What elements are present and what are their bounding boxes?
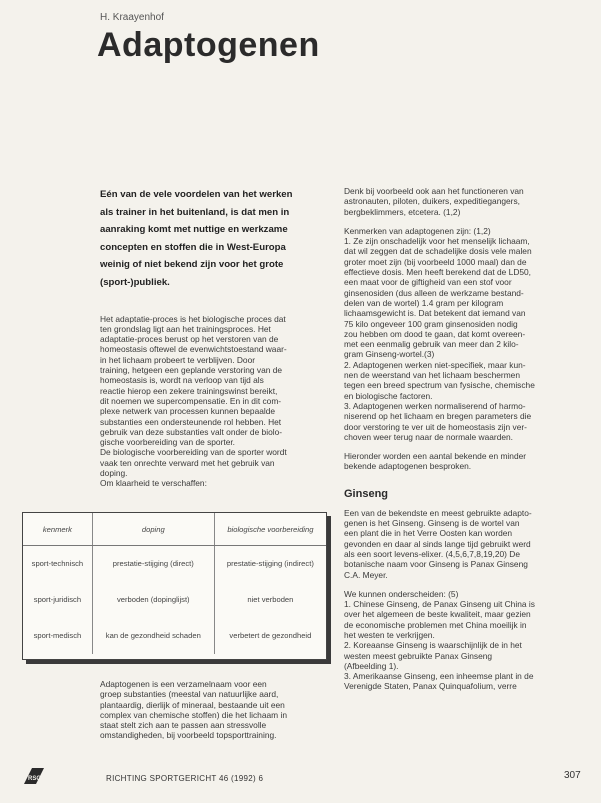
body-line: plexe netwerk van processen kunnen bepaalde — [100, 406, 276, 417]
body-line: een maat voor de giftigheid van een stof voor — [344, 277, 512, 288]
body-line: lichaamsgewicht is. Dat betekent dat iemand van — [344, 308, 526, 319]
body-line: als een soort levens-elixer. (4,5,6,7,8,19,20) De — [344, 548, 520, 559]
ginseng-types-list — [344, 589, 576, 692]
body-line: 75 kilo ongeveer 100 gram ginsenosiden nodig — [344, 318, 518, 329]
body-line: choven weer terug naar de normale waarden. — [344, 431, 513, 442]
article-title: Adaptogenen — [97, 26, 320, 64]
hieronder-paragraph — [344, 451, 576, 472]
lead-line: weinig of niet bekend zijn voor het grote — [100, 259, 284, 271]
body-line: Denk bij voorbeeld ook aan het functioneren van — [344, 186, 524, 196]
body-line: met een eenmalig gebruik van meer dan 2 kilo- — [344, 339, 519, 350]
table-row — [23, 618, 326, 654]
body-line: nen de weerstand van het lichaam beschermen — [344, 370, 520, 381]
table-cell: sport-technisch — [31, 559, 84, 568]
table-cell: niet verboden — [214, 582, 326, 618]
body-line: groep substanties (meestal van natuurlijke aard, — [100, 689, 279, 700]
body-line: ten grondslag ligt aan het trainingsproces. Het — [100, 323, 271, 334]
kenmerken-list — [344, 226, 576, 442]
body-line: Hieronder worden een aantal bekende en minder — [344, 451, 527, 462]
author-name: H. Kraayenhof — [100, 12, 164, 23]
body-line: homeostasis is, wordt na verloop van tijd als — [100, 375, 264, 386]
body-line: delen van de wortel) 1.4 gram per kilogram — [344, 297, 504, 308]
table-cell: kan de gezondheid schaden — [92, 618, 214, 654]
body-line: We kunnen onderscheiden: (5) — [344, 588, 459, 599]
body-line: dit noemen we supercompensatie. En in dit com- — [100, 395, 282, 406]
body-line: zou hebben om dood te gaan, dat komt overeen- — [344, 328, 526, 339]
body-line: ginsenosiden (dus alleen de werkzame bestand- — [344, 287, 524, 298]
logo-text: RSG — [28, 776, 42, 782]
body-line: (Afbeelding 1). — [344, 660, 399, 671]
section-heading-ginseng: Ginseng — [344, 487, 389, 500]
body-line: plantaardig, dierlijk of mineraal, bestaande uit een — [100, 699, 285, 710]
body-line: complex van chemische stoffen) die het lichaam in — [100, 709, 287, 720]
body-line: gevonden en daar al sinds lange tijd gebruikt werd — [344, 538, 531, 549]
body-line: Verenigde Staten, Panax Quinquafolium, verre — [344, 681, 517, 692]
body-line: en biologische factoren. — [344, 390, 433, 401]
body-line: over het algemeen de beste kwaliteit, maar gezien — [344, 609, 531, 620]
table-cell: verbetert de gezondheid — [214, 618, 326, 654]
body-line: adaptatie-proces berust op het verstoren van de — [100, 334, 279, 345]
body-line: genen is het Ginseng. Ginseng is de wortel van — [344, 518, 520, 529]
ginseng-paragraph — [344, 508, 576, 580]
table-cell: prestatie-stijging (indirect) — [214, 546, 326, 583]
lead-line: als trainer in het buitenland, is dat men in — [100, 206, 290, 218]
table-header-biologische-voorbereiding: biologische voorbereiding — [214, 513, 326, 546]
body-line: vaak ten onrechte verward met het gebruik van — [100, 457, 275, 468]
body-line: effectieve dosis. Men heeft berekend dat de LD50, — [344, 267, 532, 278]
body-line: Om klaarheid te verschaffen: — [100, 478, 207, 489]
body-line: 3. Adaptogenen werken normaliserend of harmo- — [344, 400, 526, 411]
table-header-row — [23, 513, 326, 546]
body-line: niserend op het lichaam en bregen parameters die — [344, 411, 532, 422]
table-cell: sport-juridisch — [33, 595, 82, 604]
body-line: training, hetgeen een geplande verstoring van de — [100, 365, 283, 376]
body-line: 1. Ze zijn onschadelijk voor het menselijk lichaam, — [344, 236, 530, 247]
body-line: 3. Amerikaanse Ginseng, een inheemse plant in de — [344, 671, 534, 682]
body-line: Kenmerken van adaptogenen zijn: (1,2) — [344, 225, 491, 236]
body-line: gebruik van deze substanties valt onder de biolo- — [100, 426, 283, 437]
table-row — [23, 546, 326, 583]
body-line: C.A. Meyer. — [344, 569, 388, 580]
body-line: 2. Koreaanse Ginseng is waarschijnlijk de in het — [344, 640, 522, 651]
body-line: astronauten, piloten, duikers, expeditiegangers, — [344, 196, 520, 207]
table-cell: sport-medisch — [33, 631, 82, 640]
body-line: De biologische voorbereiding van de sporter wordt — [100, 447, 287, 458]
lead-line: Eén van de vele voordelen van het werken — [100, 189, 293, 200]
comparison-table — [22, 512, 327, 660]
body-line: botanische naam voor Ginseng is Panax Ginseng — [344, 559, 528, 570]
table-header-doping: doping — [92, 513, 214, 546]
table-cell: verboden (dopinglijst) — [92, 582, 214, 618]
body-line: dat wil zeggen dat de schadelijke dosis vele malen — [344, 246, 532, 257]
body-line: groter moet zijn (bij voorbeeld 1000 maal) dan de — [344, 256, 527, 267]
body-line: gram Ginseng-wortel.(3) — [344, 349, 435, 360]
table-header-kenmerk: kenmerk — [23, 513, 92, 546]
body-line: bekende adaptogenen besproken. — [344, 461, 472, 472]
body-line: substanties een ondersteunende rol hebben. Het — [100, 416, 282, 427]
lead-line: concepten en stoffen die in West-Europa — [100, 241, 286, 253]
table-row — [23, 582, 326, 618]
body-line: bergbeklimmers, etcetera. (1,2) — [344, 206, 461, 217]
body-line: homeostasis oftewel de evenwichtstoestand waar- — [100, 344, 287, 355]
body-line: in het lichaam probeert te verblijven. Door — [100, 354, 256, 365]
right-column — [344, 186, 576, 692]
body-line: reactie hierop een zekere trainingswinst bereikt, — [100, 385, 278, 396]
body-line: gische voorbereiding van de sporter. — [100, 437, 236, 448]
body-line: door verstoring te ver uit de homeostasis zijn ver- — [344, 421, 527, 432]
body-line: een plant die in het Verre Oosten kan worden — [344, 528, 513, 539]
body-line: Een van de bekendste en meest gebruikte adapto- — [344, 507, 532, 518]
body-line: westen meest gebruikte Panax Ginseng — [344, 650, 493, 661]
body-paragraph-adaptatie — [100, 314, 332, 489]
table-cell: prestatie-stijging (direct) — [92, 546, 214, 583]
body-line: doping. — [100, 468, 128, 479]
intro-paragraph — [344, 186, 576, 217]
body-line: Het adaptatie-proces is het biologische proces dat — [100, 313, 286, 324]
journal-reference: RICHTING SPORTGERICHT 46 (1992) 6 — [106, 774, 264, 783]
body-line: omstandigheden, bij voorbeeld topsporttraining. — [100, 730, 277, 741]
body-line: het westen te verkrijgen. — [344, 629, 435, 640]
lead-line: aanraking komt met nuttige en werkzame — [100, 224, 288, 236]
lead-line: (sport-)publiek. — [100, 276, 170, 288]
body-line: tegen een breed spectrum van fysische, chemische — [344, 380, 535, 391]
lead-paragraph — [100, 186, 332, 292]
body-line: 2. Adaptogenen werken niet-specifiek, maar kun- — [344, 359, 526, 370]
rsg-logo-icon — [22, 766, 46, 786]
left-column — [100, 186, 332, 489]
body-line: staat stelt zich aan te passen aan stressvolle — [100, 720, 267, 731]
body-line: Adaptogenen is een verzamelnaam voor een — [100, 679, 267, 689]
page-number: 307 — [564, 770, 581, 781]
body-line: de economische problemen met China moeilijk in — [344, 619, 527, 630]
body-line: 1. Chinese Ginseng, de Panax Ginseng uit China is — [344, 599, 535, 610]
adaptogenen-definition — [100, 679, 332, 741]
